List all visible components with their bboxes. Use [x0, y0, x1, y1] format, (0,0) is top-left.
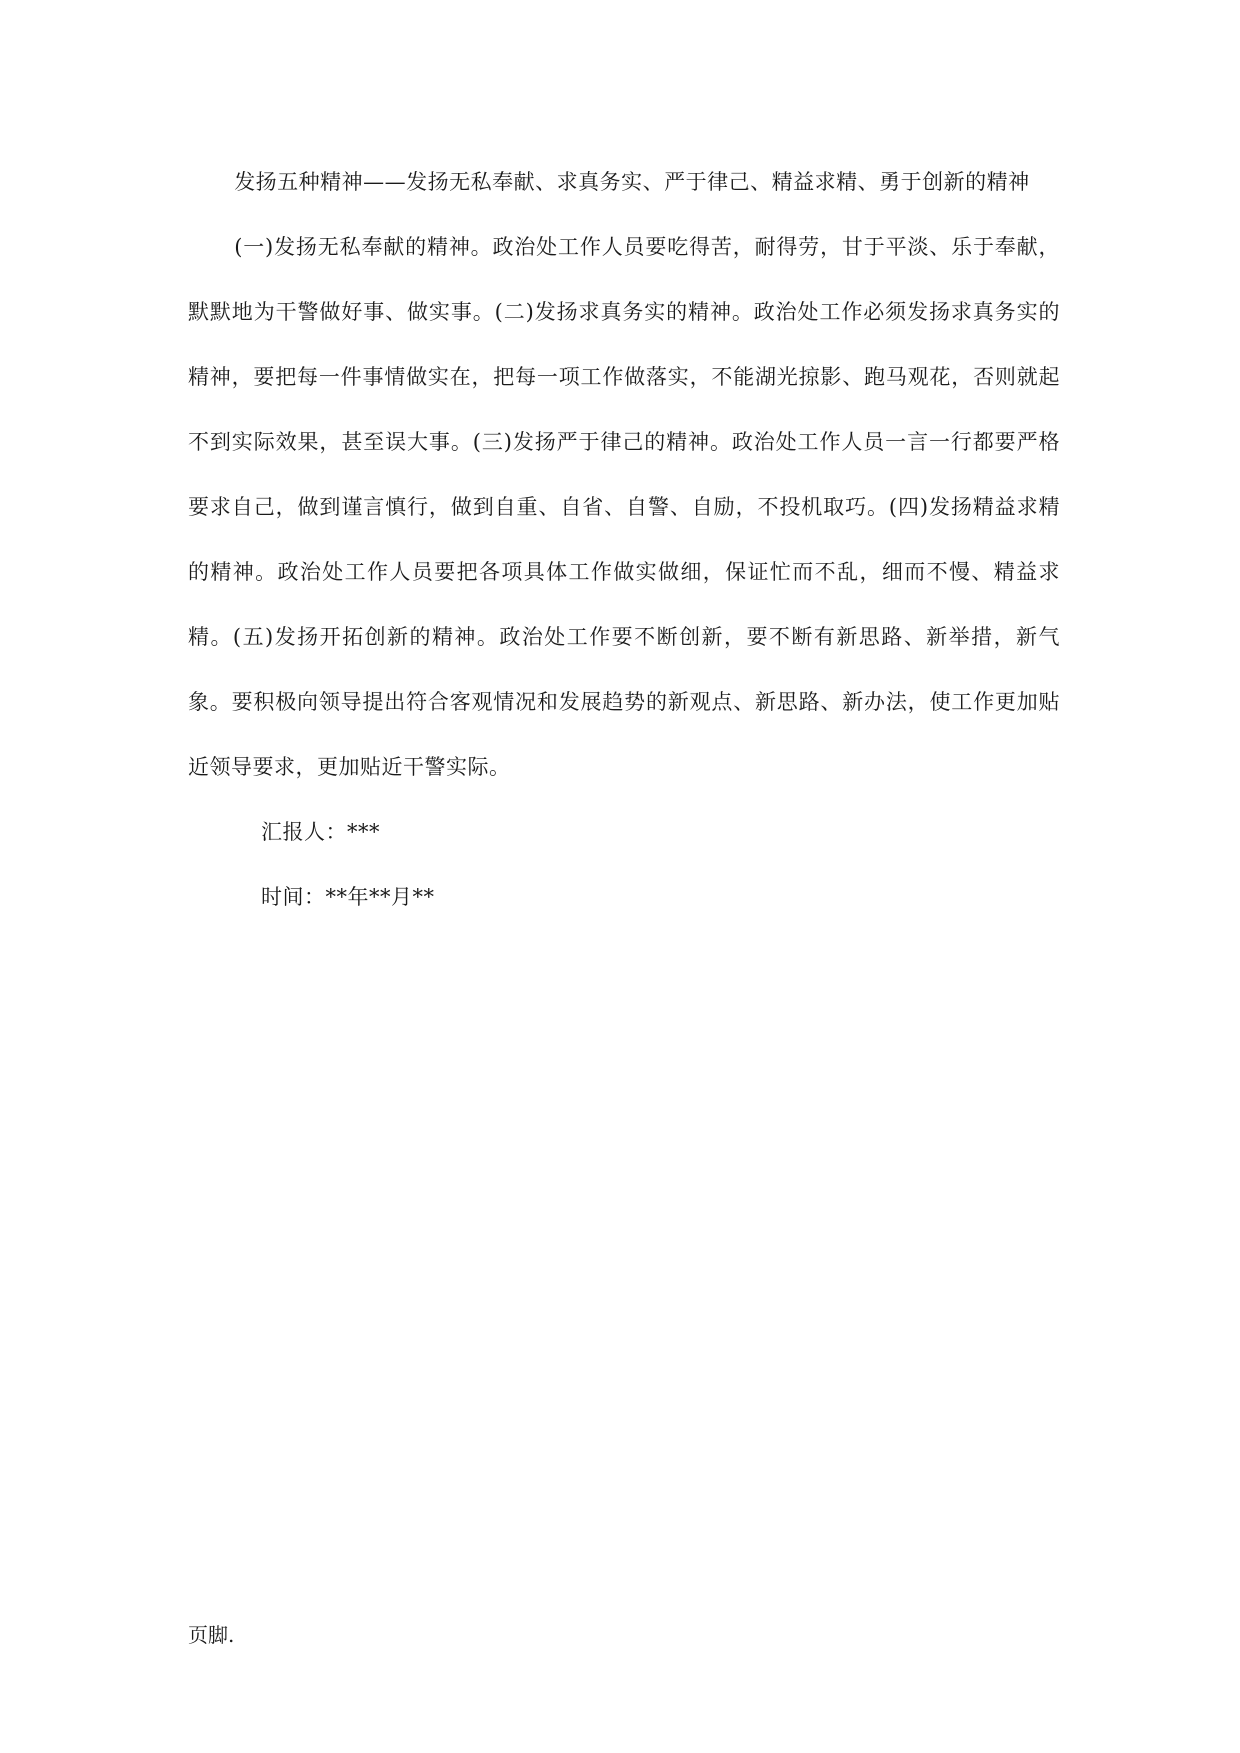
- reporter-line: 汇报人：***: [261, 820, 380, 844]
- document-body: [188, 150, 1060, 930]
- date-line: 时间：**年**月**: [261, 885, 435, 909]
- heading-paragraph: 发扬五种精神——发扬无私奉献、求真务实、严于律己、精益求精、勇于创新的精神: [234, 170, 1030, 194]
- body-paragraph: (一)发扬无私奉献的精神。政治处工作人员要吃得苦，耐得劳，甘于平淡、乐于奉献，默默地为干警做好事、做实事。(二)发扬求真务实的精神。政治处工作必须发扬求真务实的精神，要把每一件事情做实在，把每一项工作做落实，不能湖光掠影、跑马观花，否则就起不到实际效果，甚至误大事。(三)发扬严于律己的精神。政治处工作人员一言一行都要严格要求自己，做到谨言慎行，做到自重、自省、自警、自励，不投机取巧。(四)发扬精益求精的精神。政治处工作人员要把各项具体工作做实做细，保证忙而不乱，细而不慢、精益求精。(五)发扬开拓创新的精神。政治处工作要不断创新，要不断有新思路、新举措，新气象。要积极向领导提出符合客观情况和发展趋势的新观点、新思路、新办法，使工作更加贴近领导要求，更加贴近干警实际。: [188, 235, 1060, 779]
- page-footer: 页脚.: [188, 1623, 235, 1647]
